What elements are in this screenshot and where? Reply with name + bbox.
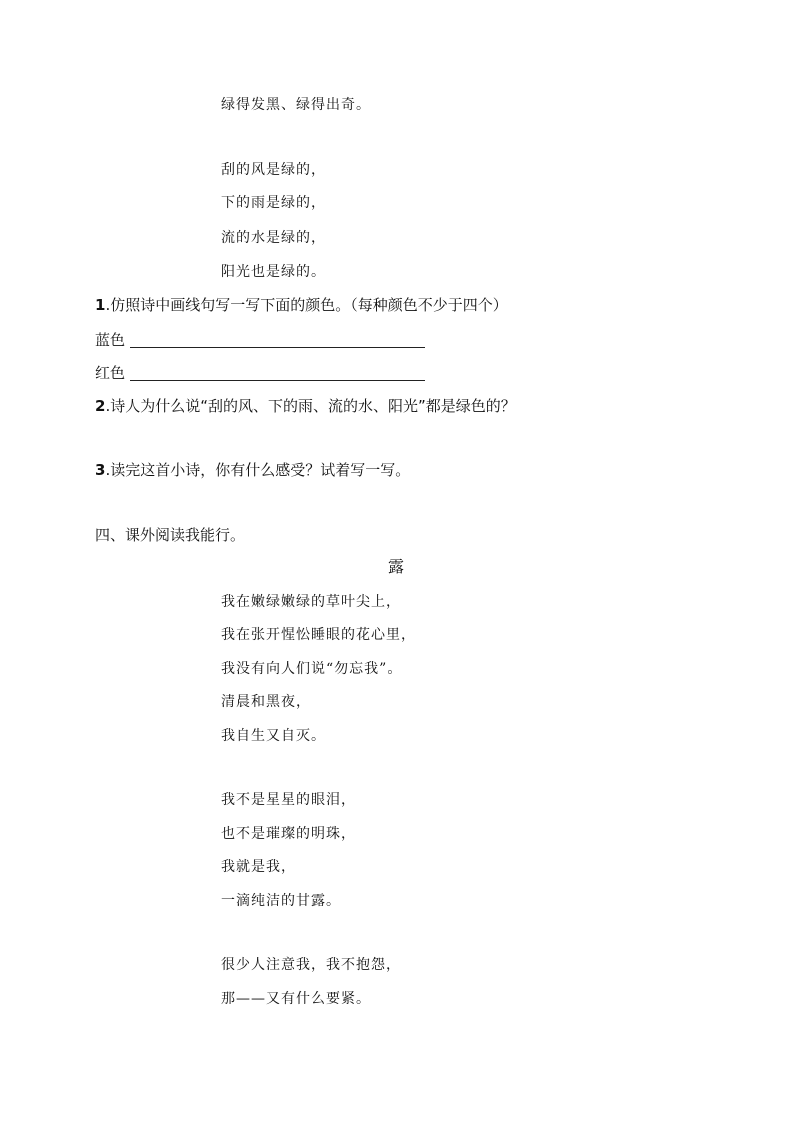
poem2-s3-line-1: 很少人注意我，我不抱怨， bbox=[221, 957, 401, 973]
poem1-line-2: 刮的风是绿的， bbox=[221, 162, 326, 178]
poem1-line-5: 阳光也是绿的。 bbox=[221, 264, 326, 280]
poem2-s1-line-4: 清晨和黑夜， bbox=[221, 694, 311, 710]
poem2-s3-line-2: 那——又有什么要紧。 bbox=[221, 991, 371, 1007]
question-3-text: .读完这首小诗，你有什么感受？试着写一写。 bbox=[105, 461, 411, 479]
poem1-line-1: 绿得发黑、绿得出奇。 bbox=[221, 97, 371, 113]
poem2-s1-line-1: 我在嫩绿嫩绿的草叶尖上， bbox=[221, 594, 401, 610]
question-3-number: 3 bbox=[95, 461, 106, 479]
poem2-s1-line-2: 我在张开惺忪睡眼的花心里， bbox=[221, 627, 416, 643]
question-3 bbox=[95, 460, 410, 480]
question-2-number: 2 bbox=[95, 397, 106, 415]
question-1-text: .仿照诗中画线句写一写下面的颜色。（每种颜色不少于四个） bbox=[105, 296, 508, 314]
blank-red-answer-line[interactable] bbox=[130, 380, 425, 381]
blank-blue-answer-line[interactable] bbox=[130, 347, 425, 348]
poem2-title: 露 bbox=[388, 557, 405, 576]
blank-red-label: 红色 bbox=[95, 364, 126, 382]
section-4-heading: 四、课外阅读我能行。 bbox=[95, 526, 246, 544]
question-2-text: .诗人为什么说“刮的风、下的雨、流的水、阳光”都是绿色的？ bbox=[105, 397, 516, 415]
poem2-s2-line-4: 一滴纯洁的甘露。 bbox=[221, 893, 341, 909]
question-1-number: 1 bbox=[95, 296, 106, 314]
poem2-s1-line-5: 我自生又自灭。 bbox=[221, 728, 326, 744]
poem2-s2-line-3: 我就是我， bbox=[221, 859, 296, 875]
poem2-s2-line-1: 我不是星星的眼泪， bbox=[221, 792, 356, 808]
poem2-s2-line-2: 也不是璀璨的明珠， bbox=[221, 826, 356, 842]
blank-blue-label: 蓝色 bbox=[95, 331, 126, 349]
poem2-s1-line-3: 我没有向人们说“勿忘我”。 bbox=[221, 661, 403, 677]
question-1 bbox=[95, 295, 508, 315]
poem1-line-3: 下的雨是绿的， bbox=[221, 195, 326, 211]
poem1-line-4: 流的水是绿的， bbox=[221, 230, 326, 246]
question-2 bbox=[95, 396, 516, 416]
